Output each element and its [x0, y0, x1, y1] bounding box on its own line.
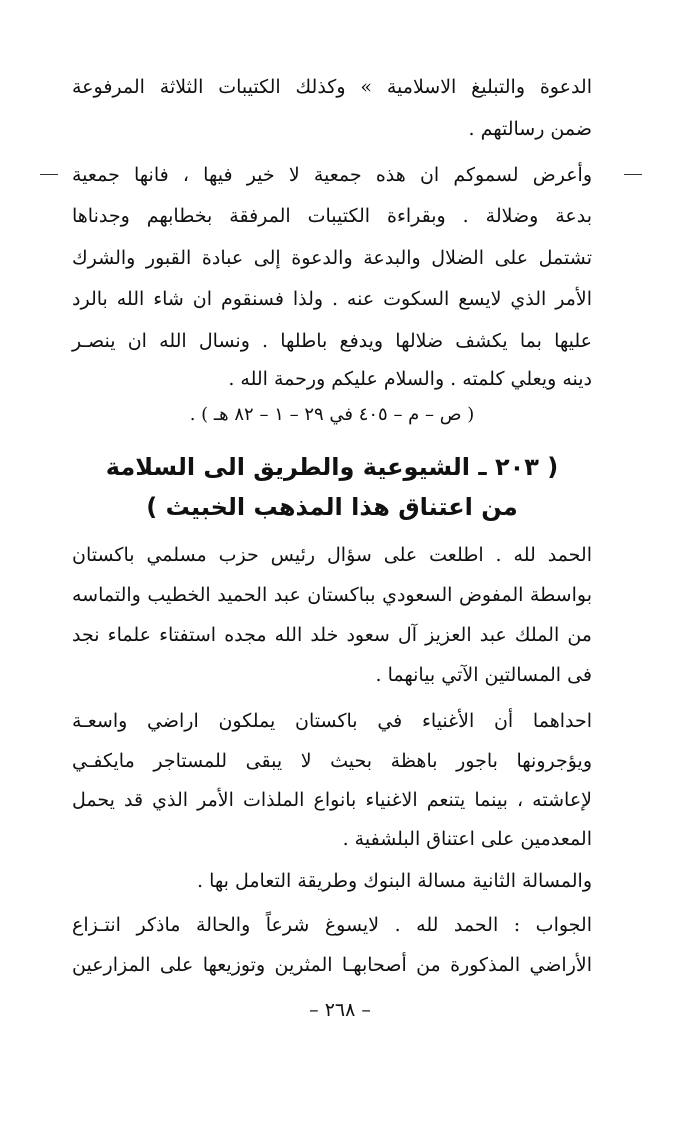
section-heading-line-1: ( ٢٠٣ ـ الشيوعية والطريق الى السلامة — [105, 453, 559, 481]
text-line: المعدمين على اعتناق البلشفية . — [342, 828, 592, 850]
text-line: الجواب : الحمد لله . لايسوغ شرعاً والحالة ماذكر انتـزاع — [72, 914, 592, 936]
text-line: وأعرض لسموكم ان هذه جمعية لا خير فيها ، فانها جمعية — [72, 164, 592, 186]
page-number: – ٢٦٨ – — [309, 999, 371, 1021]
text-line: ضمن رسالتهم . — [468, 118, 592, 140]
text-line: ويؤجرونها باجور باهظة بحيث لا يبقى للمستاجر مايكفـي — [72, 750, 592, 772]
text-line: عليها بما يكشف ضلالها ويدفع باطلها . ونسال الله ان ينصـر — [72, 330, 592, 352]
text-line: دينه ويعلي كلمته . والسلام عليكم ورحمة الله . — [228, 368, 592, 390]
text-line: الأراضي المذكورة من أصحابهـا المثرين وتوزيعها على المزارعين — [72, 954, 592, 976]
text-line: فى المسالتين الآتي بيانهما . — [375, 664, 592, 686]
text-line: تشتمل على الضلال والبدعة والدعوة إلى عبادة القبور والشرك — [72, 247, 592, 269]
text-line: الدعوة والتبليغ الاسلامية » وكذلك الكتيبات الثلاثة المرفوعة — [72, 76, 592, 98]
text-line: بدعة وضلالة . وبقراءة الكتيبات المرفقة بخطابهم وجدناها — [72, 205, 592, 227]
text-line: احداهما أن الأغنياء في باكستان يملكون اراضي واسعـة — [72, 710, 592, 732]
left-margin-mark — [40, 174, 58, 175]
text-line: الأمر الذي لايسع السكوت عنه . ولذا فسنقوم ان شاء الله بالرد — [72, 288, 592, 310]
section-heading-line-2: من اعتناق هذا المذهب الخبيث ) — [146, 493, 518, 521]
text-line: والمسالة الثانية مسالة البنوك وطريقة التعامل بها . — [197, 870, 592, 892]
text-line: بواسطة المفوض السعودي بباكستان عبد الحميد الخطيب والتماسه — [72, 584, 592, 606]
right-margin-mark — [624, 174, 642, 175]
text-line: من الملك عبد العزيز آل سعود خلد الله مجده استفتاء علماء نجد — [72, 624, 592, 646]
text-line: لإعاشته ، بينما يتنعم الاغنياء بانواع الملذات الأمر الذي قد يحمل — [72, 789, 592, 811]
text-line: الحمد لله . اطلعت على سؤال رئيس حزب مسلمي باكستان — [72, 544, 592, 566]
citation: ( ص – م – ٤٠٥ في ٢٩ – ١ – ٨٢ هـ ) . — [189, 404, 475, 425]
